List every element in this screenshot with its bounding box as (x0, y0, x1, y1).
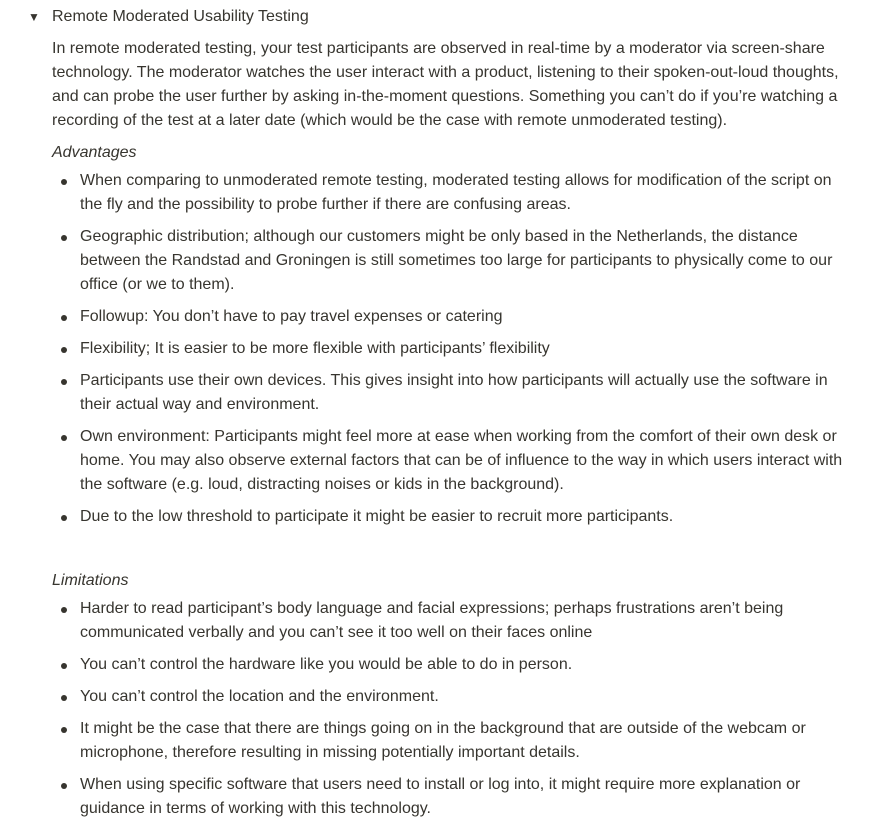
list-item: Due to the low threshold to participate it might be easier to recruit more participants. (52, 505, 856, 529)
advantages-list (52, 169, 856, 529)
list-item: Geographic distribution; although our customers might be only based in the Netherlands, the distance between the Randstad and Groningen is still sometimes too large for participants to physically come to our office (or we to them). (52, 225, 856, 297)
limitations-list (52, 597, 856, 821)
list-item: Followup: You don’t have to pay travel expenses or catering (52, 305, 856, 329)
toggle-body (52, 37, 868, 821)
list-item: When comparing to unmoderated remote testing, moderated testing allows for modification of the script on the fly and the possibility to probe further if there are confusing areas. (52, 169, 856, 217)
list-item: It might be the case that there are things going on in the background that are outside of the webcam or microphone, therefore resulting in missing potentially important details. (52, 717, 856, 765)
list-item: Own environment: Participants might feel more at ease when working from the comfort of their own desk or home. You may also observe external factors that can be of influence to the way in which users interact with the software (e.g. loud, distracting noises or kids in the background). (52, 425, 856, 497)
intro-paragraph: In remote moderated testing, your test participants are observed in real-time by a moderator via screen-share technology. The moderator watches the user interact with a product, listening to their spoken-out-loud thoughts, and can probe the user further by asking in-the-moment questions. Something you can’t do if you’re watching a recording of the test at a later date (which would be the case with remote unmoderated testing). (52, 40, 839, 129)
toggle-header[interactable] (28, 5, 868, 29)
advantages-heading: Advantages (52, 144, 137, 161)
list-item: You can’t control the location and the environment. (52, 685, 856, 709)
list-item: Flexibility; It is easier to be more flexible with participants’ flexibility (52, 337, 856, 361)
triangle-down-icon[interactable]: ▼ (28, 10, 40, 24)
limitations-heading: Limitations (52, 572, 129, 589)
list-item: When using specific software that users need to install or log into, it might require more explanation or guidance in terms of working with this technology. (52, 773, 856, 821)
list-item: You can’t control the hardware like you would be able to do in person. (52, 653, 856, 677)
toggle-title: Remote Moderated Usability Testing (52, 8, 309, 25)
toggle-block (28, 5, 868, 829)
empty-line (52, 537, 868, 561)
list-item: Harder to read participant’s body language and facial expressions; perhaps frustrations aren’t being communicated verbally and you can’t see it too well on their faces online (52, 597, 856, 645)
list-item: Participants use their own devices. This gives insight into how participants will actually use the software in their actual way and environment. (52, 369, 856, 417)
